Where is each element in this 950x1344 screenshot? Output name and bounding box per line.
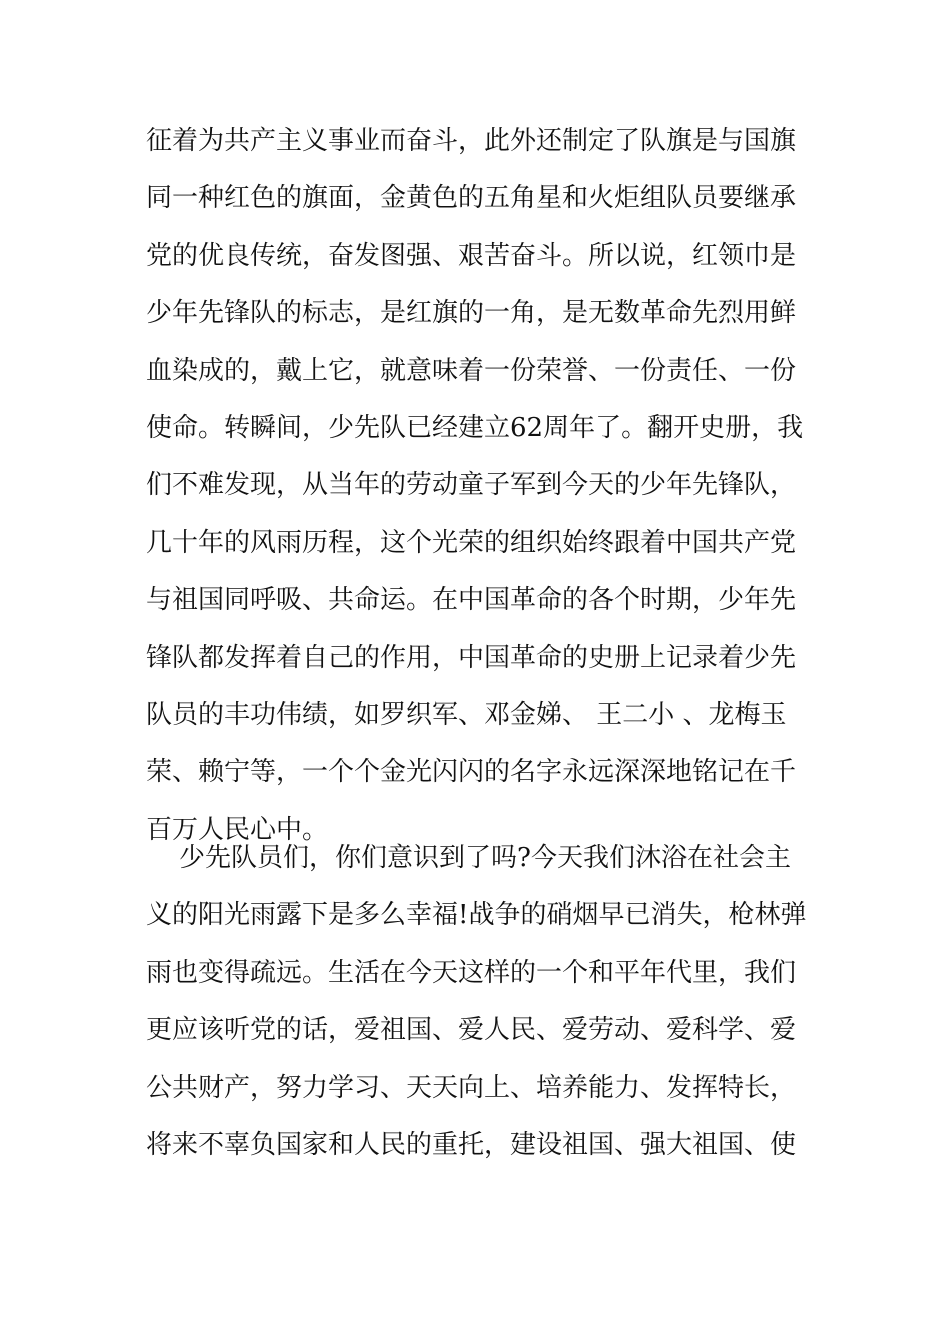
text-line: 少先队员们，你们意识到了吗?今天我们沐浴在社会主 xyxy=(146,843,791,873)
text-line: 荣、赖宁等，一个个金光闪闪的名字永远深深地铭记在千 xyxy=(146,757,797,788)
text-line: 与祖国同呼吸、共命运。在中国革命的各个时期，少年先 xyxy=(146,585,797,616)
text-line: 将来不辜负国家和人民的重托，建设祖国、强大祖国、使 xyxy=(146,1129,797,1160)
text-line: 征着为共产主义事业而奋斗，此外还制定了队旗是与国旗 xyxy=(146,126,797,156)
text-line: 更应该听党的话，爱祖国、爱人民、爱劳动、爱科学、爱 xyxy=(146,1015,797,1046)
text-line: 雨也变得疏远。生活在今天这样的一个和平年代里，我们 xyxy=(146,957,797,988)
text-line: 少年先锋队的标志，是红旗的一角，是无数革命先烈用鲜 xyxy=(146,298,797,329)
text-line: 锋队都发挥着自己的作用，中国革命的史册上记录着少先 xyxy=(146,642,797,673)
text-line: 同一种红色的旗面，金黄色的五角星和火炬组队员要继承 xyxy=(146,183,797,214)
text-line: 使命。转瞬间，少先队已经建立62周年了。翻开史册，我 xyxy=(146,412,804,443)
paragraph-1 xyxy=(146,113,810,859)
text-line: 公共财产，努力学习、天天向上、培养能力、发挥特长， xyxy=(146,1072,797,1103)
text-line: 们不难发现，从当年的劳动童子军到今天的少年先锋队， xyxy=(146,470,797,501)
text-line: 党的优良传统，奋发图强、艰苦奋斗。所以说，红领巾是 xyxy=(146,240,797,271)
text-line: 几十年的风雨历程，这个光荣的组织始终跟着中国共产党 xyxy=(146,527,797,558)
text-line: 队员的丰功伟绩，如罗织军、邓金娣、 王二小 、龙梅玉 xyxy=(146,699,787,730)
text-line: 义的阳光雨露下是多么幸福!战争的硝烟早已消失，枪林弹 xyxy=(146,900,807,931)
text-line: 血染成的，戴上它，就意味着一份荣誉、一份责任、一份 xyxy=(146,355,797,386)
text-line: 百万人民心中。 xyxy=(146,814,329,845)
paragraph-2 xyxy=(146,830,810,1174)
